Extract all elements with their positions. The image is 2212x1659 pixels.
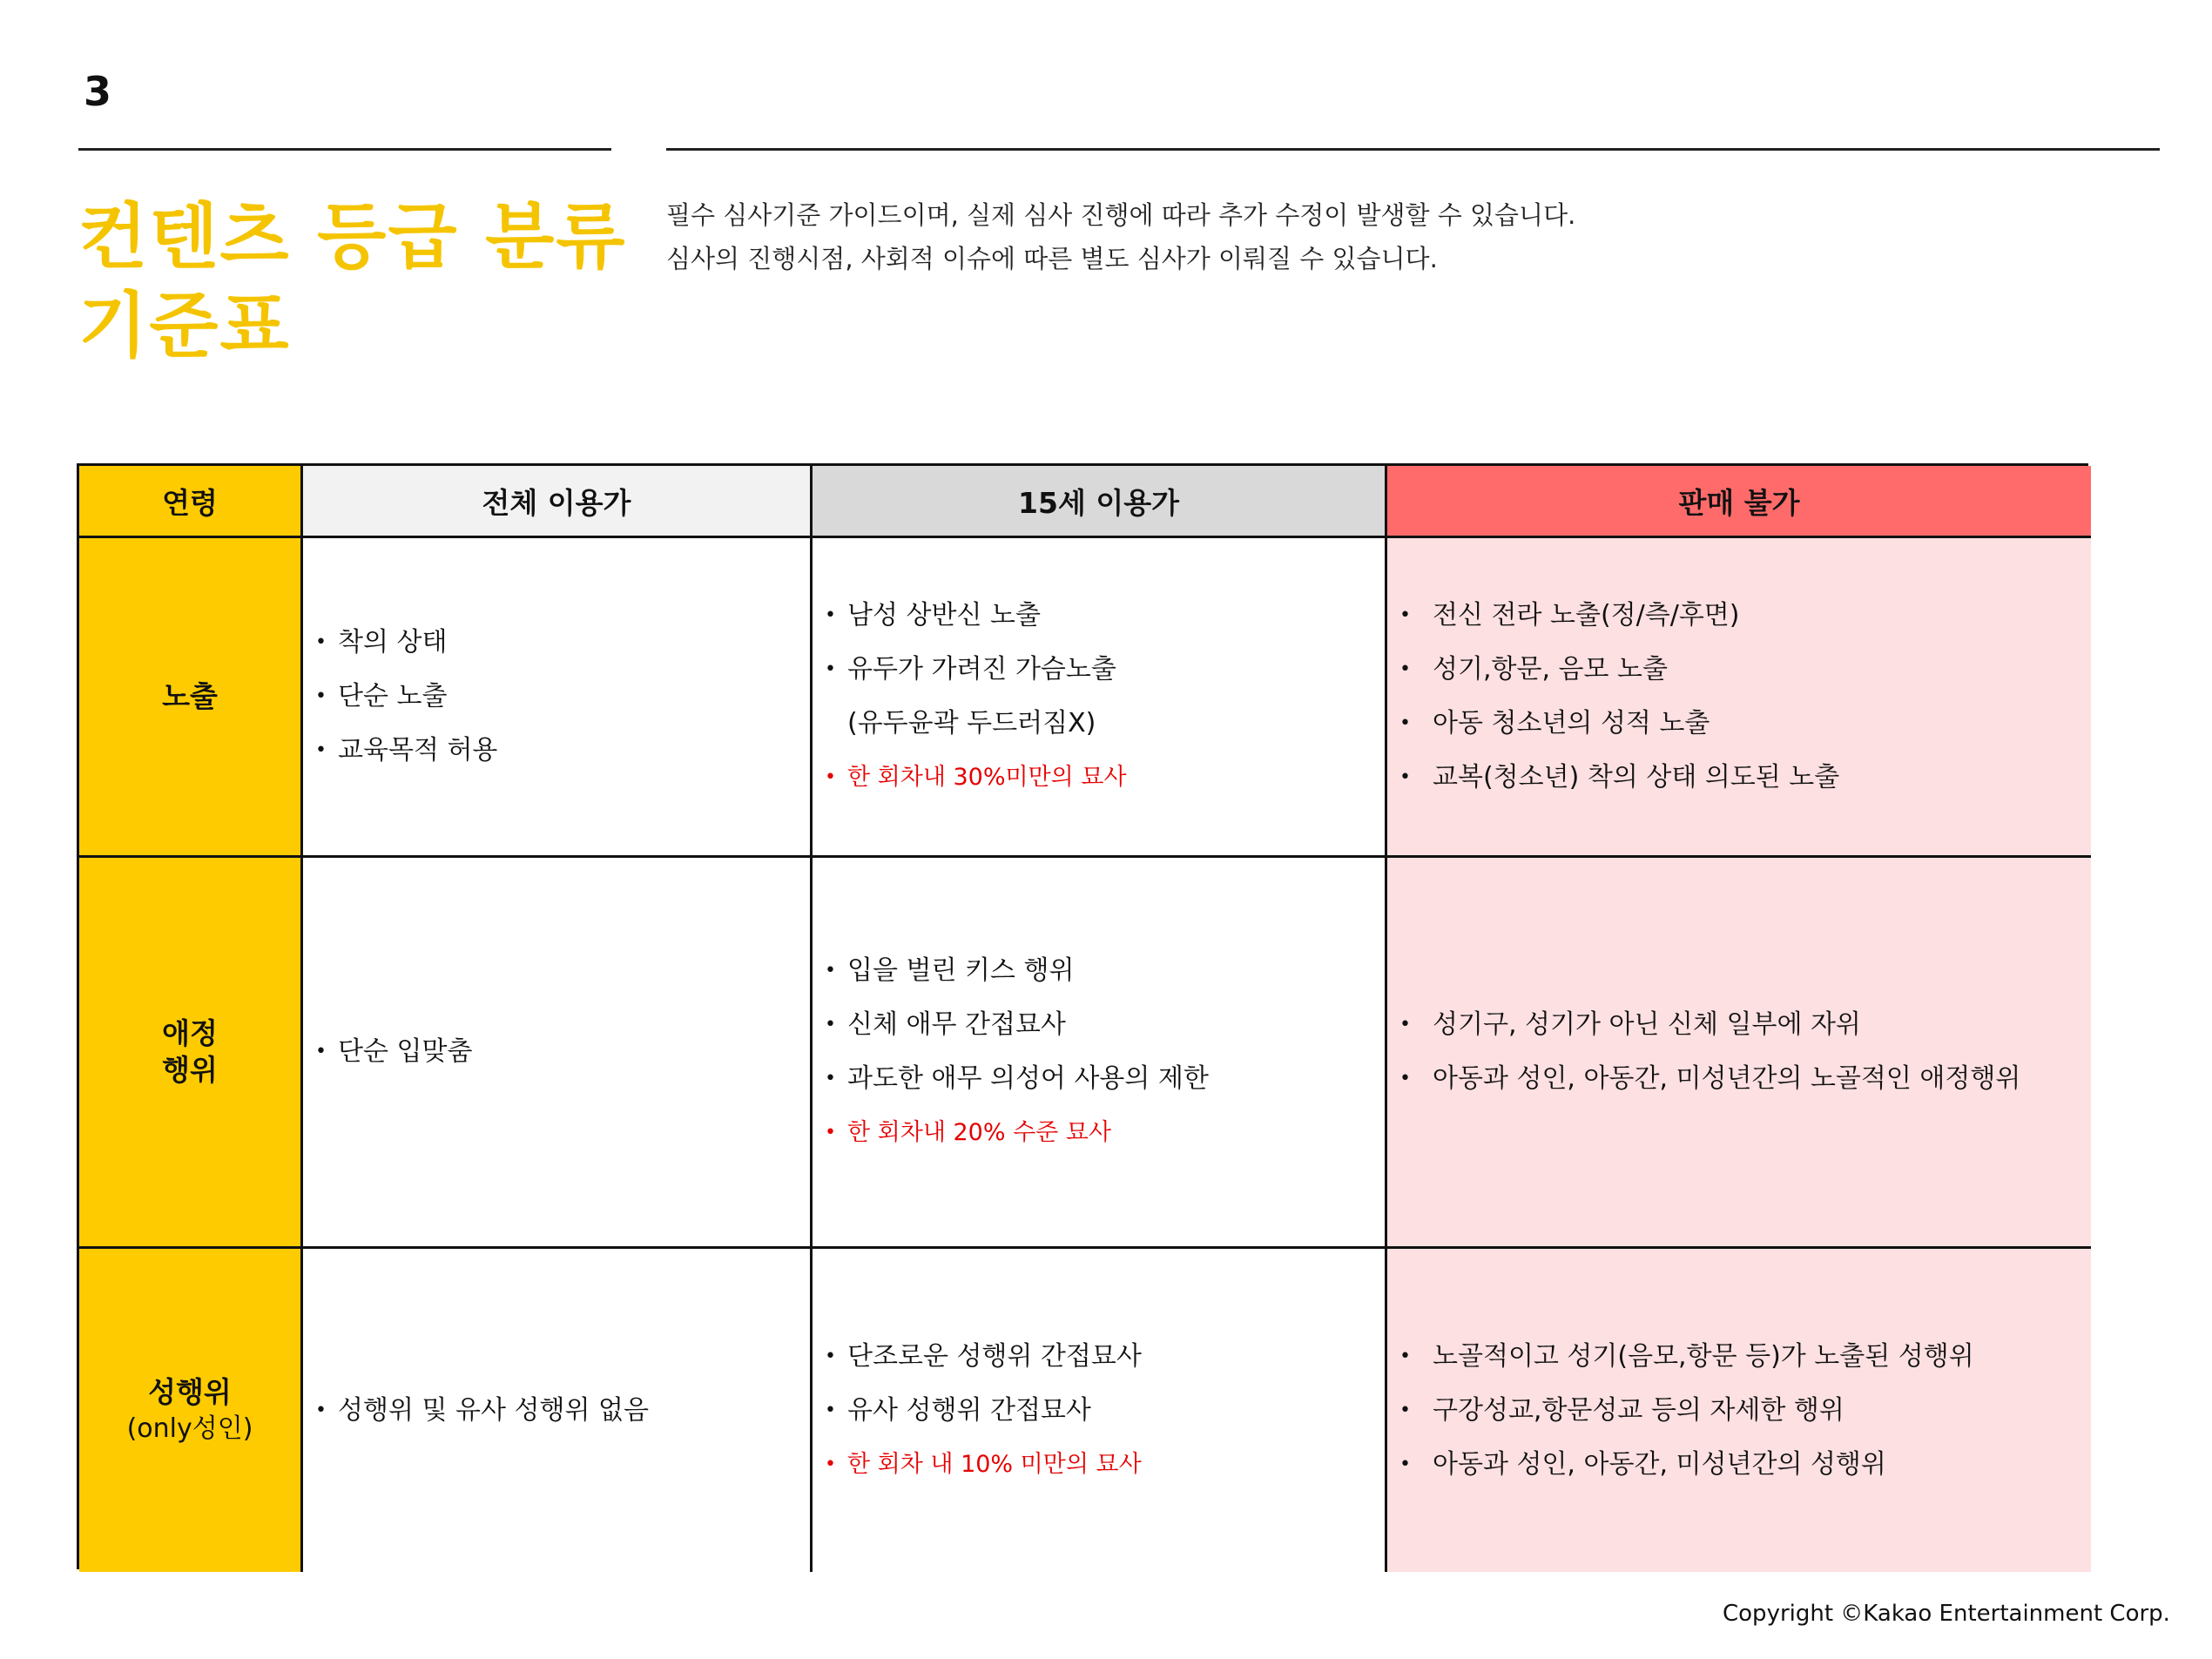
divider-left	[78, 148, 611, 151]
row-label-text: 행위	[162, 1053, 218, 1087]
cell-sexual-acts-all	[303, 1249, 813, 1572]
page-description	[666, 193, 1575, 280]
description-line: 필수 심사기준 가이드이며, 실제 심사 진행에 따라 추가 수정이 발생할 수 있습니다.	[666, 200, 1576, 230]
description-line: 심사의 진행시점, 사회적 이슈에 따른 별도 심사가 이뤄질 수 있습니다.	[666, 244, 1438, 273]
list-item: • 교육목적 허용	[315, 724, 497, 778]
rating-criteria-table	[77, 463, 2088, 1569]
cell-sexual-acts-15	[813, 1249, 1387, 1572]
list-item: • 유두가 가려진 가슴노출	[825, 643, 1127, 697]
row-label-text: 노출	[162, 679, 218, 713]
list-item: • 전신 전라 노출(정/측/후면)	[1399, 589, 1839, 643]
list-item-limit: • 한 회차내 20% 수준 묘사	[825, 1106, 1209, 1160]
list-item: • 입을 벌린 키스 행위	[825, 944, 1209, 998]
page-title-line: 기준표	[78, 285, 291, 368]
cell-exposure-prohibited	[1387, 538, 2091, 858]
list-item: • 유사 성행위 간접묘사	[825, 1384, 1142, 1438]
list-item: • 단순 노출	[315, 670, 497, 724]
list-item: • 아동 청소년의 성적 노출	[1399, 697, 1839, 751]
list-item: • 교복(청소년) 착의 상태 의도된 노출	[1399, 751, 1839, 805]
list-item: • 신체 애무 간접묘사	[825, 998, 1209, 1052]
list-item: • 아동과 성인, 아동간, 미성년간의 성행위	[1399, 1438, 1974, 1492]
copyright-notice: Copyright ©Kakao Entertainment Corp.	[1723, 1601, 2170, 1627]
row-label-exposure	[79, 538, 303, 858]
list-item: • 구강성교,항문성교 등의 자세한 행위	[1399, 1384, 1974, 1438]
cell-exposure-15	[813, 538, 1387, 858]
list-item: • 남성 상반신 노출	[825, 589, 1127, 643]
cell-sexual-acts-prohibited	[1387, 1249, 2091, 1572]
divider-right	[666, 148, 2160, 151]
cell-exposure-all	[303, 538, 813, 858]
header-all-ages: 전체 이용가	[303, 466, 813, 538]
header-age: 연령	[79, 466, 303, 538]
page-title-line: 컨텐츠 등급 분류	[78, 196, 627, 279]
header-prohibited: 판매 불가	[1387, 466, 2091, 538]
list-item: • 단조로운 성행위 간접묘사	[825, 1330, 1142, 1384]
page-title	[78, 193, 636, 371]
row-label-text: 애정	[162, 1016, 218, 1050]
header-15-plus: 15세 이용가	[813, 466, 1387, 538]
list-item: • 성기,항문, 음모 노출	[1399, 643, 1839, 697]
list-item: • 성기구, 성기가 아닌 신체 일부에 자위	[1399, 998, 2020, 1052]
row-label-sexual-acts	[79, 1249, 303, 1572]
page-number: 3	[84, 68, 112, 115]
list-item-limit: • 한 회차내 30%미만의 묘사	[825, 751, 1127, 805]
list-item: • 착의 상태	[315, 616, 497, 670]
row-sublabel: (only성인)	[126, 1413, 253, 1444]
list-item: • 노골적이고 성기(음모,항문 등)가 노출된 성행위	[1399, 1330, 1974, 1384]
row-label-affection	[79, 858, 303, 1249]
list-item-continuation: (유두윤곽 두드러짐X)	[847, 708, 1096, 738]
list-item-limit: • 한 회차 내 10% 미만의 묘사	[825, 1438, 1142, 1492]
list-item: • 과도한 애무 의성어 사용의 제한	[825, 1052, 1209, 1106]
cell-affection-15	[813, 858, 1387, 1249]
list-item: • 단순 입맞춤	[315, 1025, 472, 1079]
cell-affection-prohibited	[1387, 858, 2091, 1249]
list-item: • 아동과 성인, 아동간, 미성년간의 노골적인 애정행위	[1399, 1052, 2020, 1106]
list-item: • 성행위 및 유사 성행위 없음	[315, 1384, 649, 1438]
row-label-text: 성행위	[148, 1374, 232, 1409]
cell-affection-all	[303, 858, 813, 1249]
